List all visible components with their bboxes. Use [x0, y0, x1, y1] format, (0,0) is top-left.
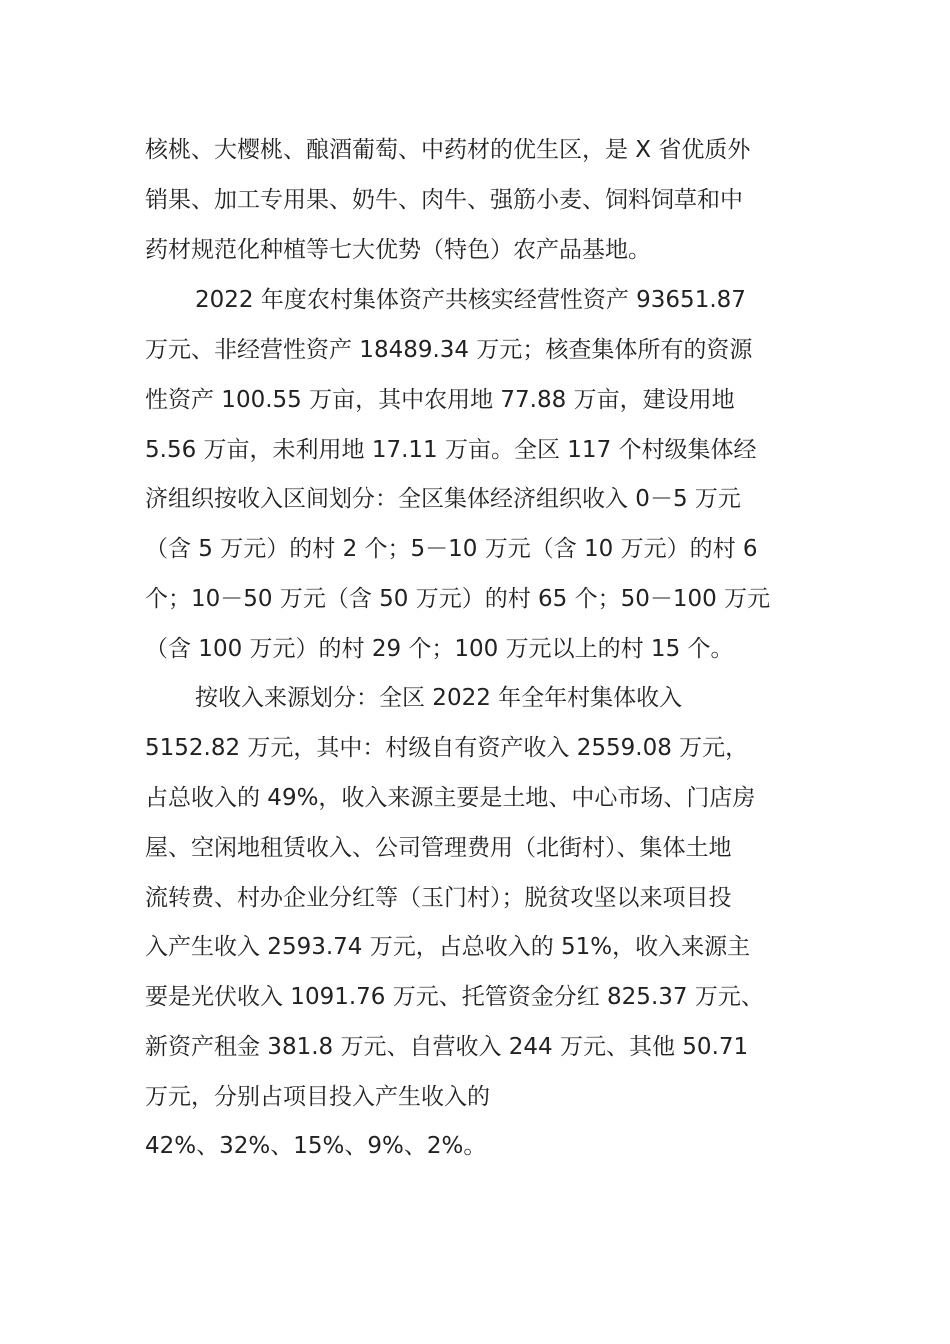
- paragraph-line: （含 5 万元）的村 2 个；5－10 万元（含 10 万元）的村 6: [145, 536, 758, 562]
- paragraph-line: 个；10－50 万元（含 50 万元）的村 65 个；50－100 万元: [145, 586, 771, 612]
- paragraph-line: 药材规范化种植等七大优势（特色）农产品基地。: [145, 237, 651, 263]
- paragraph-line: 核桃、大樱桃、酿酒葡萄、中药材的优生区，是 X 省优质外: [145, 137, 751, 163]
- paragraph-line: 流转费、村办企业分红等（玉门村）；脱贫攻坚以来项目投: [145, 885, 732, 911]
- paragraph-line: 5.56 万亩，未利用地 17.11 万亩。全区 117 个村级集体经: [145, 437, 757, 463]
- paragraph-line: 万元、非经营性资产 18489.34 万元；核查集体所有的资源: [145, 337, 753, 363]
- paragraph-line: （含 100 万元）的村 29 个；100 万元以上的村 15 个。: [145, 636, 734, 662]
- paragraph-line: 济组织按收入区间划分：全区集体经济组织收入 0－5 万元: [145, 486, 741, 512]
- paragraph-line: 性资产 100.55 万亩，其中农用地 77.88 万亩，建设用地: [145, 387, 735, 413]
- paragraph-line: 入产生收入 2593.74 万元，占总收入的 51%，收入来源主: [145, 934, 751, 960]
- paragraph-line: 按收入来源划分：全区 2022 年全年村集体收入: [195, 685, 683, 711]
- paragraph-line: 新资产租金 381.8 万元、自营收入 244 万元、其他 50.71: [145, 1034, 749, 1060]
- paragraph-line: 万元，分别占项目投入产生收入的: [145, 1084, 490, 1110]
- paragraph-line: 要是光伏收入 1091.76 万元、托管资金分红 825.37 万元、: [145, 984, 764, 1010]
- paragraph-line: 屋、空闲地租赁收入、公司管理费用（北街村）、集体土地: [145, 835, 732, 861]
- paragraph-line: 销果、加工专用果、奶牛、肉牛、强筋小麦、饲料饲草和中: [145, 187, 743, 213]
- paragraph-line: 5152.82 万元，其中：村级自有资产收入 2559.08 万元，: [145, 735, 749, 761]
- paragraph-line: 42%、32%、15%、9%、2%。: [145, 1133, 487, 1159]
- paragraph-line: 占总收入的 49%，收入来源主要是土地、中心市场、门店房: [145, 785, 756, 811]
- paragraph-line: 2022 年度农村集体资产共核实经营性资产 93651.87: [195, 287, 746, 313]
